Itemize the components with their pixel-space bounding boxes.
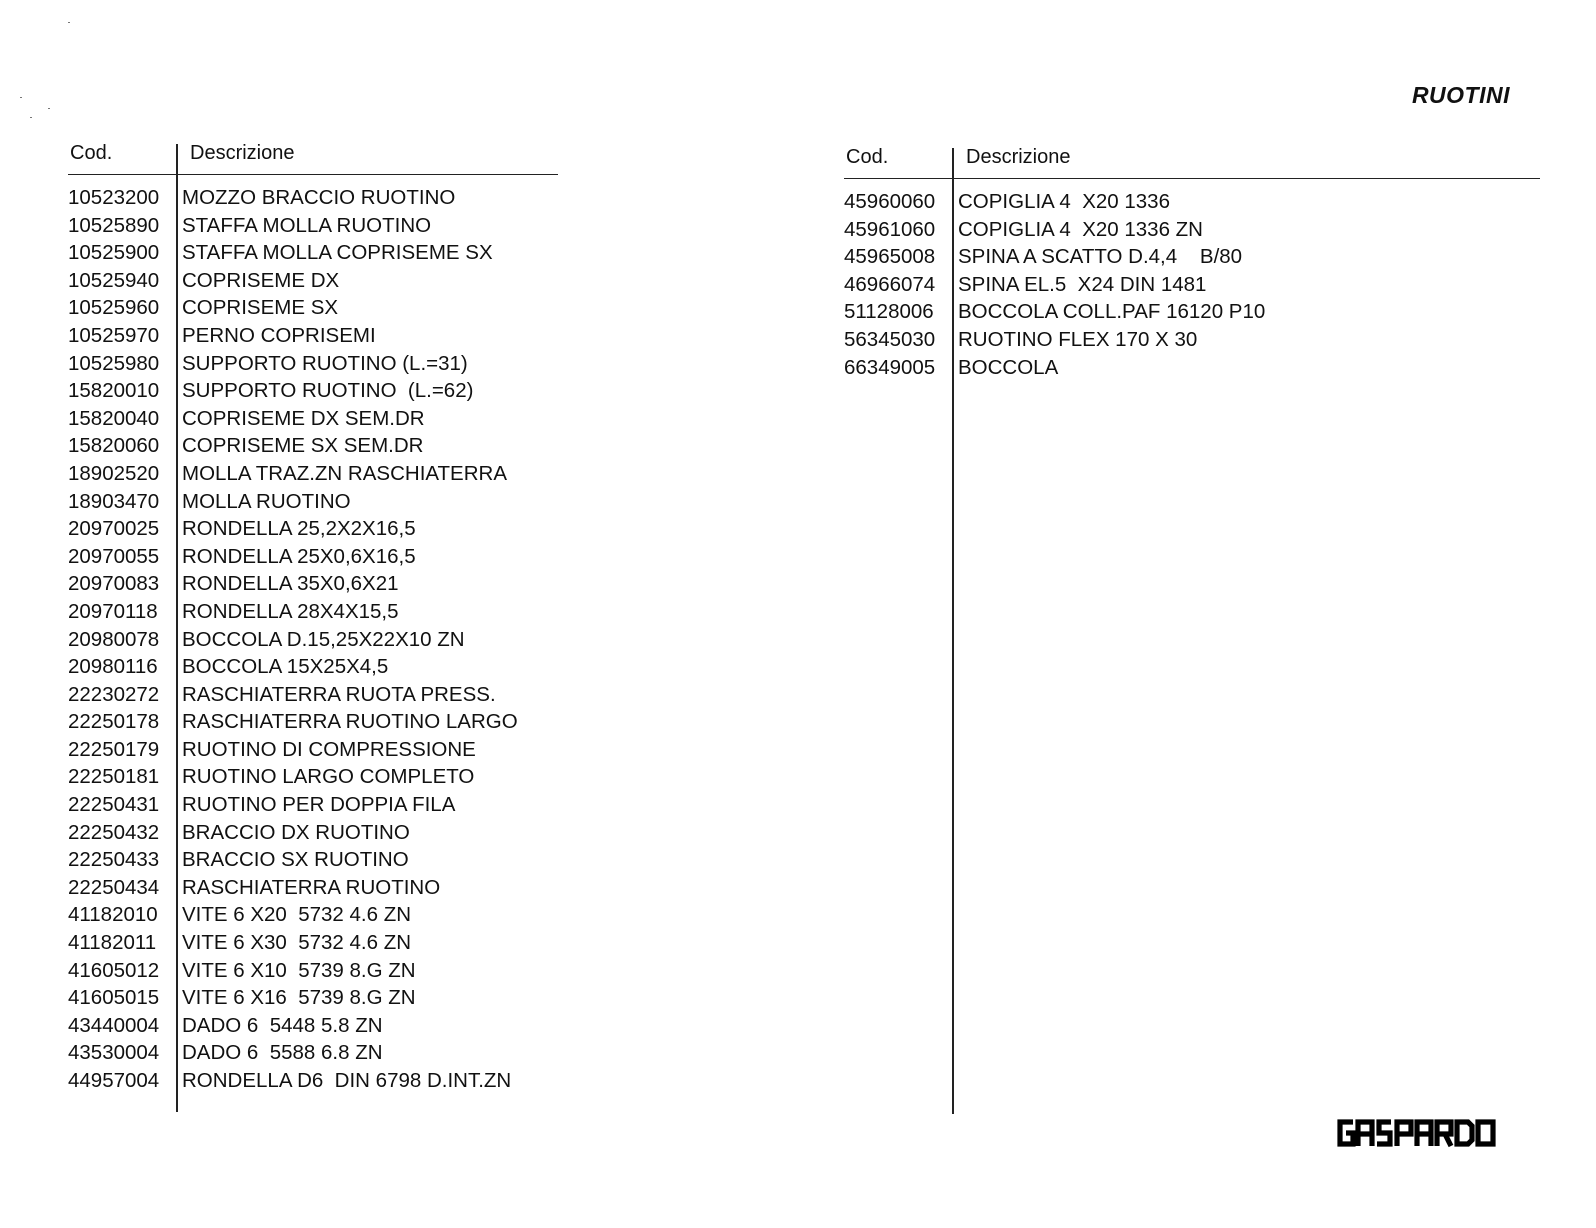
part-code: 66349005: [844, 355, 936, 379]
part-description: BRACCIO SX RUOTINO: [182, 848, 409, 872]
part-code: 10525900: [68, 241, 160, 265]
part-code: 22250178: [68, 710, 160, 734]
part-description: MOLLA TRAZ.ZN RASCHIATERRA: [182, 461, 508, 485]
part-code: 20970055: [68, 544, 160, 568]
rows: [68, 186, 558, 1097]
table-row: [844, 273, 1540, 301]
table-row: [68, 434, 558, 462]
part-code: 22230272: [68, 682, 160, 706]
part-description: RONDELLA 25X0,6X16,5: [182, 544, 416, 568]
table-row: [68, 407, 558, 435]
part-description: RONDELLA 25,2X2X16,5: [182, 517, 416, 541]
part-description: RASCHIATERRA RUOTINO LARGO: [182, 710, 518, 734]
part-code: 15820040: [68, 406, 160, 430]
part-description: STAFFA MOLLA COPRISEME SX: [182, 241, 493, 265]
part-description: RONDELLA D6 DIN 6798 D.INT.ZN: [182, 1069, 512, 1092]
table-row: [844, 218, 1540, 246]
part-code: 43530004: [68, 1041, 160, 1065]
part-description: DADO 6 5448 5.8 ZN: [182, 1013, 383, 1037]
part-description: SPINA EL.5 X24 DIN 1481: [958, 272, 1207, 296]
column-header-code: Cod.: [846, 146, 889, 168]
table-row: [68, 1014, 558, 1042]
part-description: BOCCOLA D.15,25X22X10 ZN: [182, 627, 465, 651]
table-row: [68, 903, 558, 931]
table-row: [68, 296, 558, 324]
part-description: RONDELLA 35X0,6X21: [182, 572, 399, 596]
part-code: 10525940: [68, 268, 160, 292]
table-row: [68, 241, 558, 269]
part-code: 15820010: [68, 379, 160, 403]
gaspardo-logo-mark: [1336, 1118, 1498, 1148]
part-description: SUPPORTO RUOTINO (L.=62): [182, 379, 474, 403]
part-description: COPIGLIA 4 X20 1336 ZN: [958, 217, 1203, 241]
part-code: 22250179: [68, 737, 160, 761]
part-description: COPRISEME SX SEM.DR: [182, 434, 424, 458]
table-row: [68, 462, 558, 490]
part-code: 44957004: [68, 1069, 160, 1092]
part-code: 56345030: [844, 327, 936, 351]
table-row: [844, 328, 1540, 356]
part-description: STAFFA MOLLA RUOTINO: [182, 213, 432, 237]
part-code: 22250431: [68, 793, 160, 817]
part-code: 41605015: [68, 986, 160, 1010]
part-code: 18903470: [68, 489, 160, 513]
part-code: 46966074: [844, 272, 936, 296]
table-row: [68, 765, 558, 793]
part-description: BOCCOLA 15X25X4,5: [182, 655, 389, 679]
part-code: 10525960: [68, 296, 160, 320]
part-code: 22250433: [68, 848, 160, 872]
part-code: 45960060: [844, 190, 936, 213]
part-code: 41182010: [68, 903, 158, 927]
part-description: BOCCOLA COLL.PAF 16120 P10: [958, 300, 1266, 324]
table-row: [844, 300, 1540, 328]
table-row: [68, 876, 558, 904]
part-code: 10523200: [68, 186, 160, 209]
part-description: DADO 6 5588 6.8 ZN: [182, 1041, 383, 1065]
table-row: [68, 683, 558, 711]
part-description: COPRISEME SX: [182, 296, 339, 320]
table-row: [68, 986, 558, 1014]
part-code: 15820060: [68, 434, 160, 458]
table-row: [68, 959, 558, 987]
part-code: 10525970: [68, 323, 160, 347]
table-row: [68, 655, 558, 683]
part-description: SUPPORTO RUOTINO (L.=31): [182, 351, 468, 375]
table-row: [68, 1069, 558, 1097]
part-code: 10525980: [68, 351, 160, 375]
part-code: 22250181: [68, 765, 160, 789]
rows: [844, 190, 1540, 383]
table-row: [68, 324, 558, 352]
column-header-description: Descrizione: [190, 142, 295, 164]
part-code: 22250432: [68, 820, 160, 844]
part-description: VITE 6 X10 5739 8.G ZN: [182, 958, 416, 982]
part-description: VITE 6 X30 5732 4.6 ZN: [182, 931, 412, 955]
part-description: RUOTINO PER DOPPIA FILA: [182, 793, 456, 817]
part-code: 20970083: [68, 572, 160, 596]
part-description: PERNO COPRISEMI: [182, 323, 376, 347]
part-description: SPINA A SCATTO D.4,4 B/80: [958, 245, 1243, 269]
part-code: 43440004: [68, 1013, 160, 1037]
table-row: [68, 931, 558, 959]
gaspardo-logo: [1336, 1118, 1498, 1148]
header-divider: [844, 178, 1540, 179]
part-description: RUOTINO LARGO COMPLETO: [182, 765, 475, 789]
table-row: [68, 600, 558, 628]
part-code: 10525890: [68, 213, 160, 237]
part-code: 20970118: [68, 599, 158, 623]
table-row: [68, 545, 558, 573]
part-code: 41182011: [68, 931, 157, 955]
table-row: [68, 352, 558, 380]
part-code: 20980116: [68, 655, 158, 679]
table-row: [68, 710, 558, 738]
table-row: [68, 490, 558, 518]
table-row: [68, 572, 558, 600]
table-row: [68, 186, 558, 214]
part-description: BRACCIO DX RUOTINO: [182, 820, 410, 844]
table-row: [68, 848, 558, 876]
part-description: RASCHIATERRA RUOTINO: [182, 875, 441, 899]
part-code: 45961060: [844, 217, 936, 241]
part-code: 41605012: [68, 958, 160, 982]
part-code: 20980078: [68, 627, 160, 651]
part-code: 51128006: [844, 300, 934, 324]
part-description: MOZZO BRACCIO RUOTINO: [182, 186, 456, 209]
table-row: [68, 214, 558, 242]
table-row: [844, 245, 1540, 273]
table-row: [68, 793, 558, 821]
part-description: COPRISEME DX: [182, 268, 340, 292]
table-row: [68, 738, 558, 766]
part-code: 45965008: [844, 245, 936, 269]
part-description: VITE 6 X16 5739 8.G ZN: [182, 986, 416, 1010]
table-row: [68, 821, 558, 849]
page-title: RUOTINI: [1411, 82, 1510, 108]
part-code: 18902520: [68, 461, 160, 485]
part-description: COPIGLIA 4 X20 1336: [958, 190, 1170, 213]
column-header-code: Cod.: [70, 142, 113, 164]
part-description: RASCHIATERRA RUOTA PRESS.: [182, 682, 496, 706]
part-description: RUOTINO DI COMPRESSIONE: [182, 737, 476, 761]
table-row: [68, 517, 558, 545]
table-row: [844, 190, 1540, 218]
table-row: [68, 1041, 558, 1069]
part-code: 20970025: [68, 517, 160, 541]
part-description: MOLLA RUOTINO: [182, 489, 351, 513]
part-description: RONDELLA 28X4X15,5: [182, 599, 399, 623]
table-row: [68, 379, 558, 407]
part-description: VITE 6 X20 5732 4.6 ZN: [182, 903, 412, 927]
part-description: BOCCOLA: [958, 355, 1059, 379]
part-description: RUOTINO FLEX 170 X 30: [958, 327, 1198, 351]
table-row: [844, 356, 1540, 384]
table-row: [68, 269, 558, 297]
column-header-description: Descrizione: [966, 146, 1071, 168]
header-divider: [68, 174, 558, 175]
table-row: [68, 628, 558, 656]
part-code: 22250434: [68, 875, 160, 899]
part-description: COPRISEME DX SEM.DR: [182, 406, 425, 430]
